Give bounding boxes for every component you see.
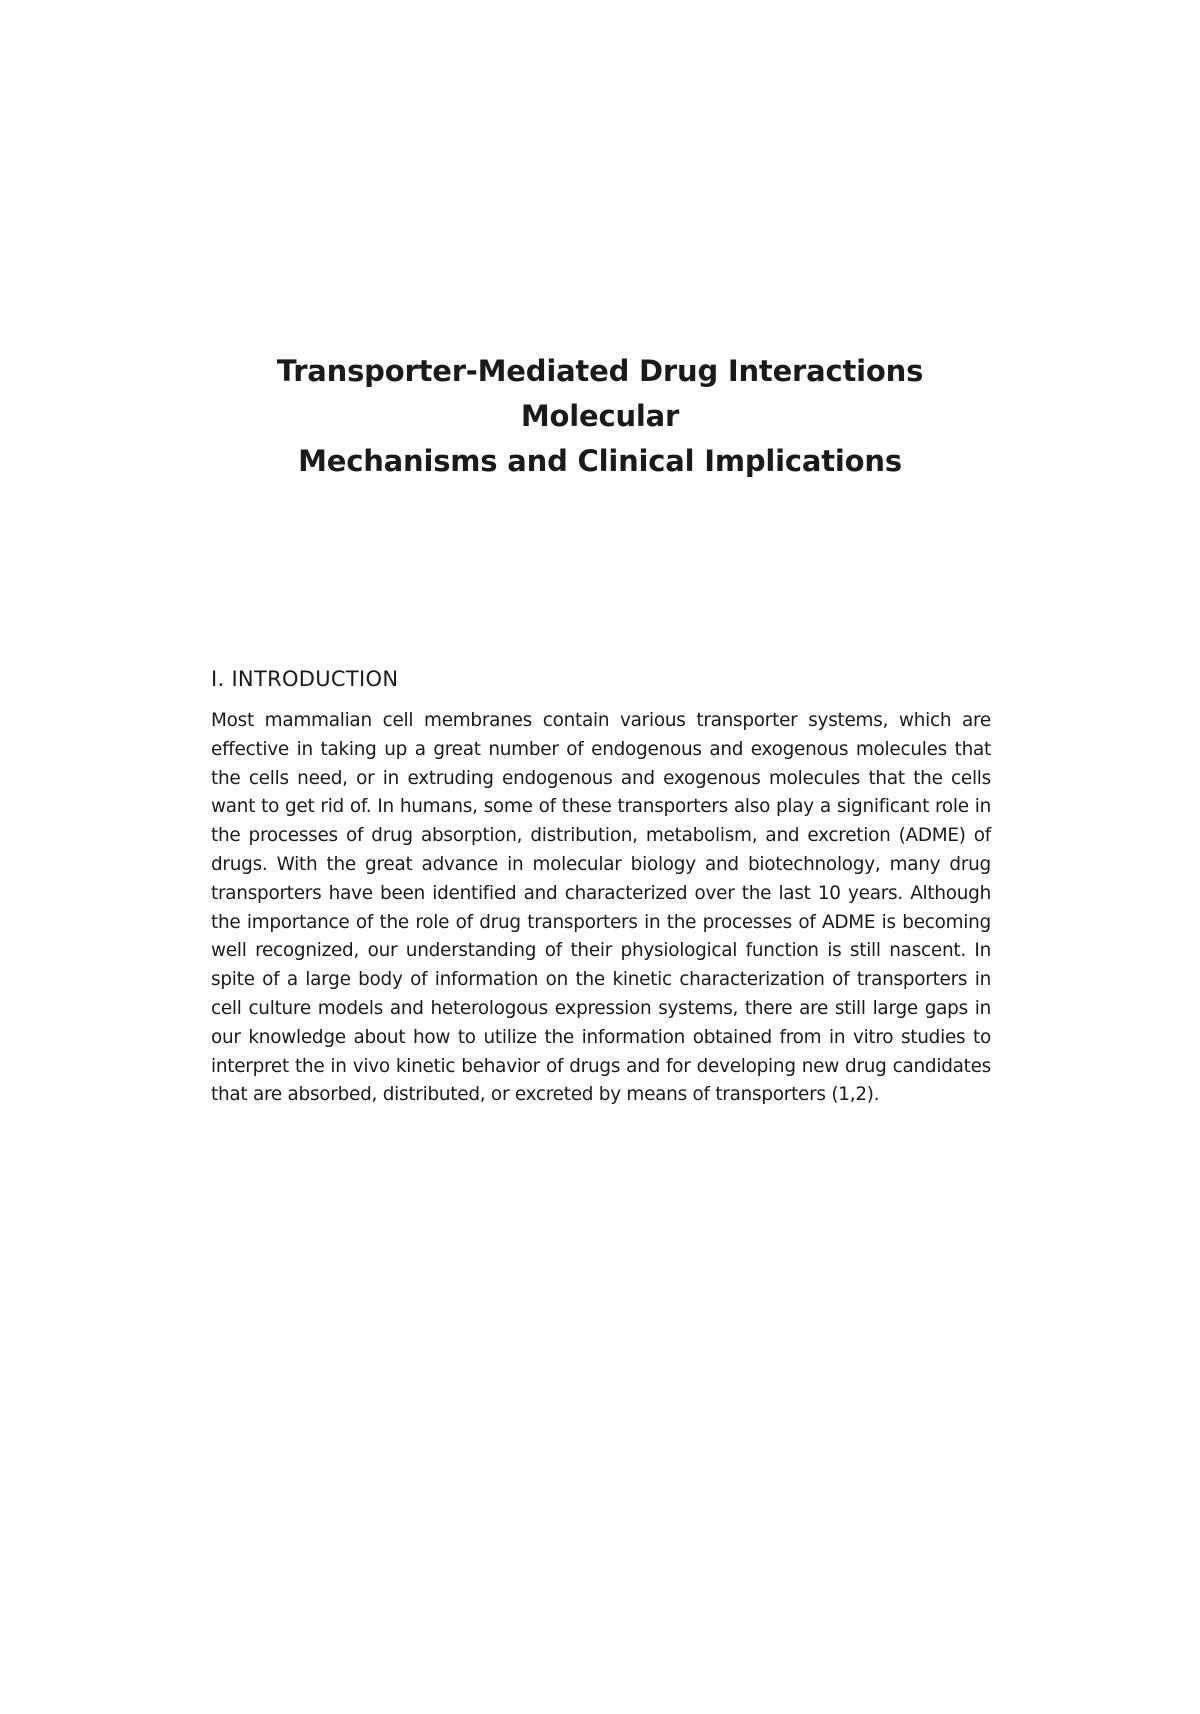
title-line-1: Transporter-Mediated Drug Interactions Molecular <box>276 354 924 433</box>
document-title <box>200 349 1000 484</box>
section-heading: I. INTRODUCTION <box>211 667 399 691</box>
introduction-paragraph: Most mammalian cell membranes contain various transporter systems, which are effective in taking up a great number of endogenous and exogenous molecules that the cells need, or in extruding endogenous and exogenous molecules that the cells want to get rid of. In humans, some of these transporters also play a significant role in the processes of drug absorption, distribution, metabolism, and excretion (ADME) of drugs. With the great advance in molecular biology and biotechnology, many drug transporters have been identified and characterized over the last 10 years. Although the importance of the role of drug transporters in the processes of ADME is becoming well recognized, our understanding of their physiological function is still nascent. In spite of a large body of information on the kinetic characterization of transporters in cell culture models and heterologous expression systems, there are still large gaps in our knowledge about how to utilize the information obtained from in vitro studies to interpret the in vivo kinetic behavior of drugs and for developing new drug candidates that are absorbed, distributed, or excreted by means of transporters (1,2). <box>211 710 991 1106</box>
title-line-2: Mechanisms and Clinical Implications <box>298 444 902 478</box>
